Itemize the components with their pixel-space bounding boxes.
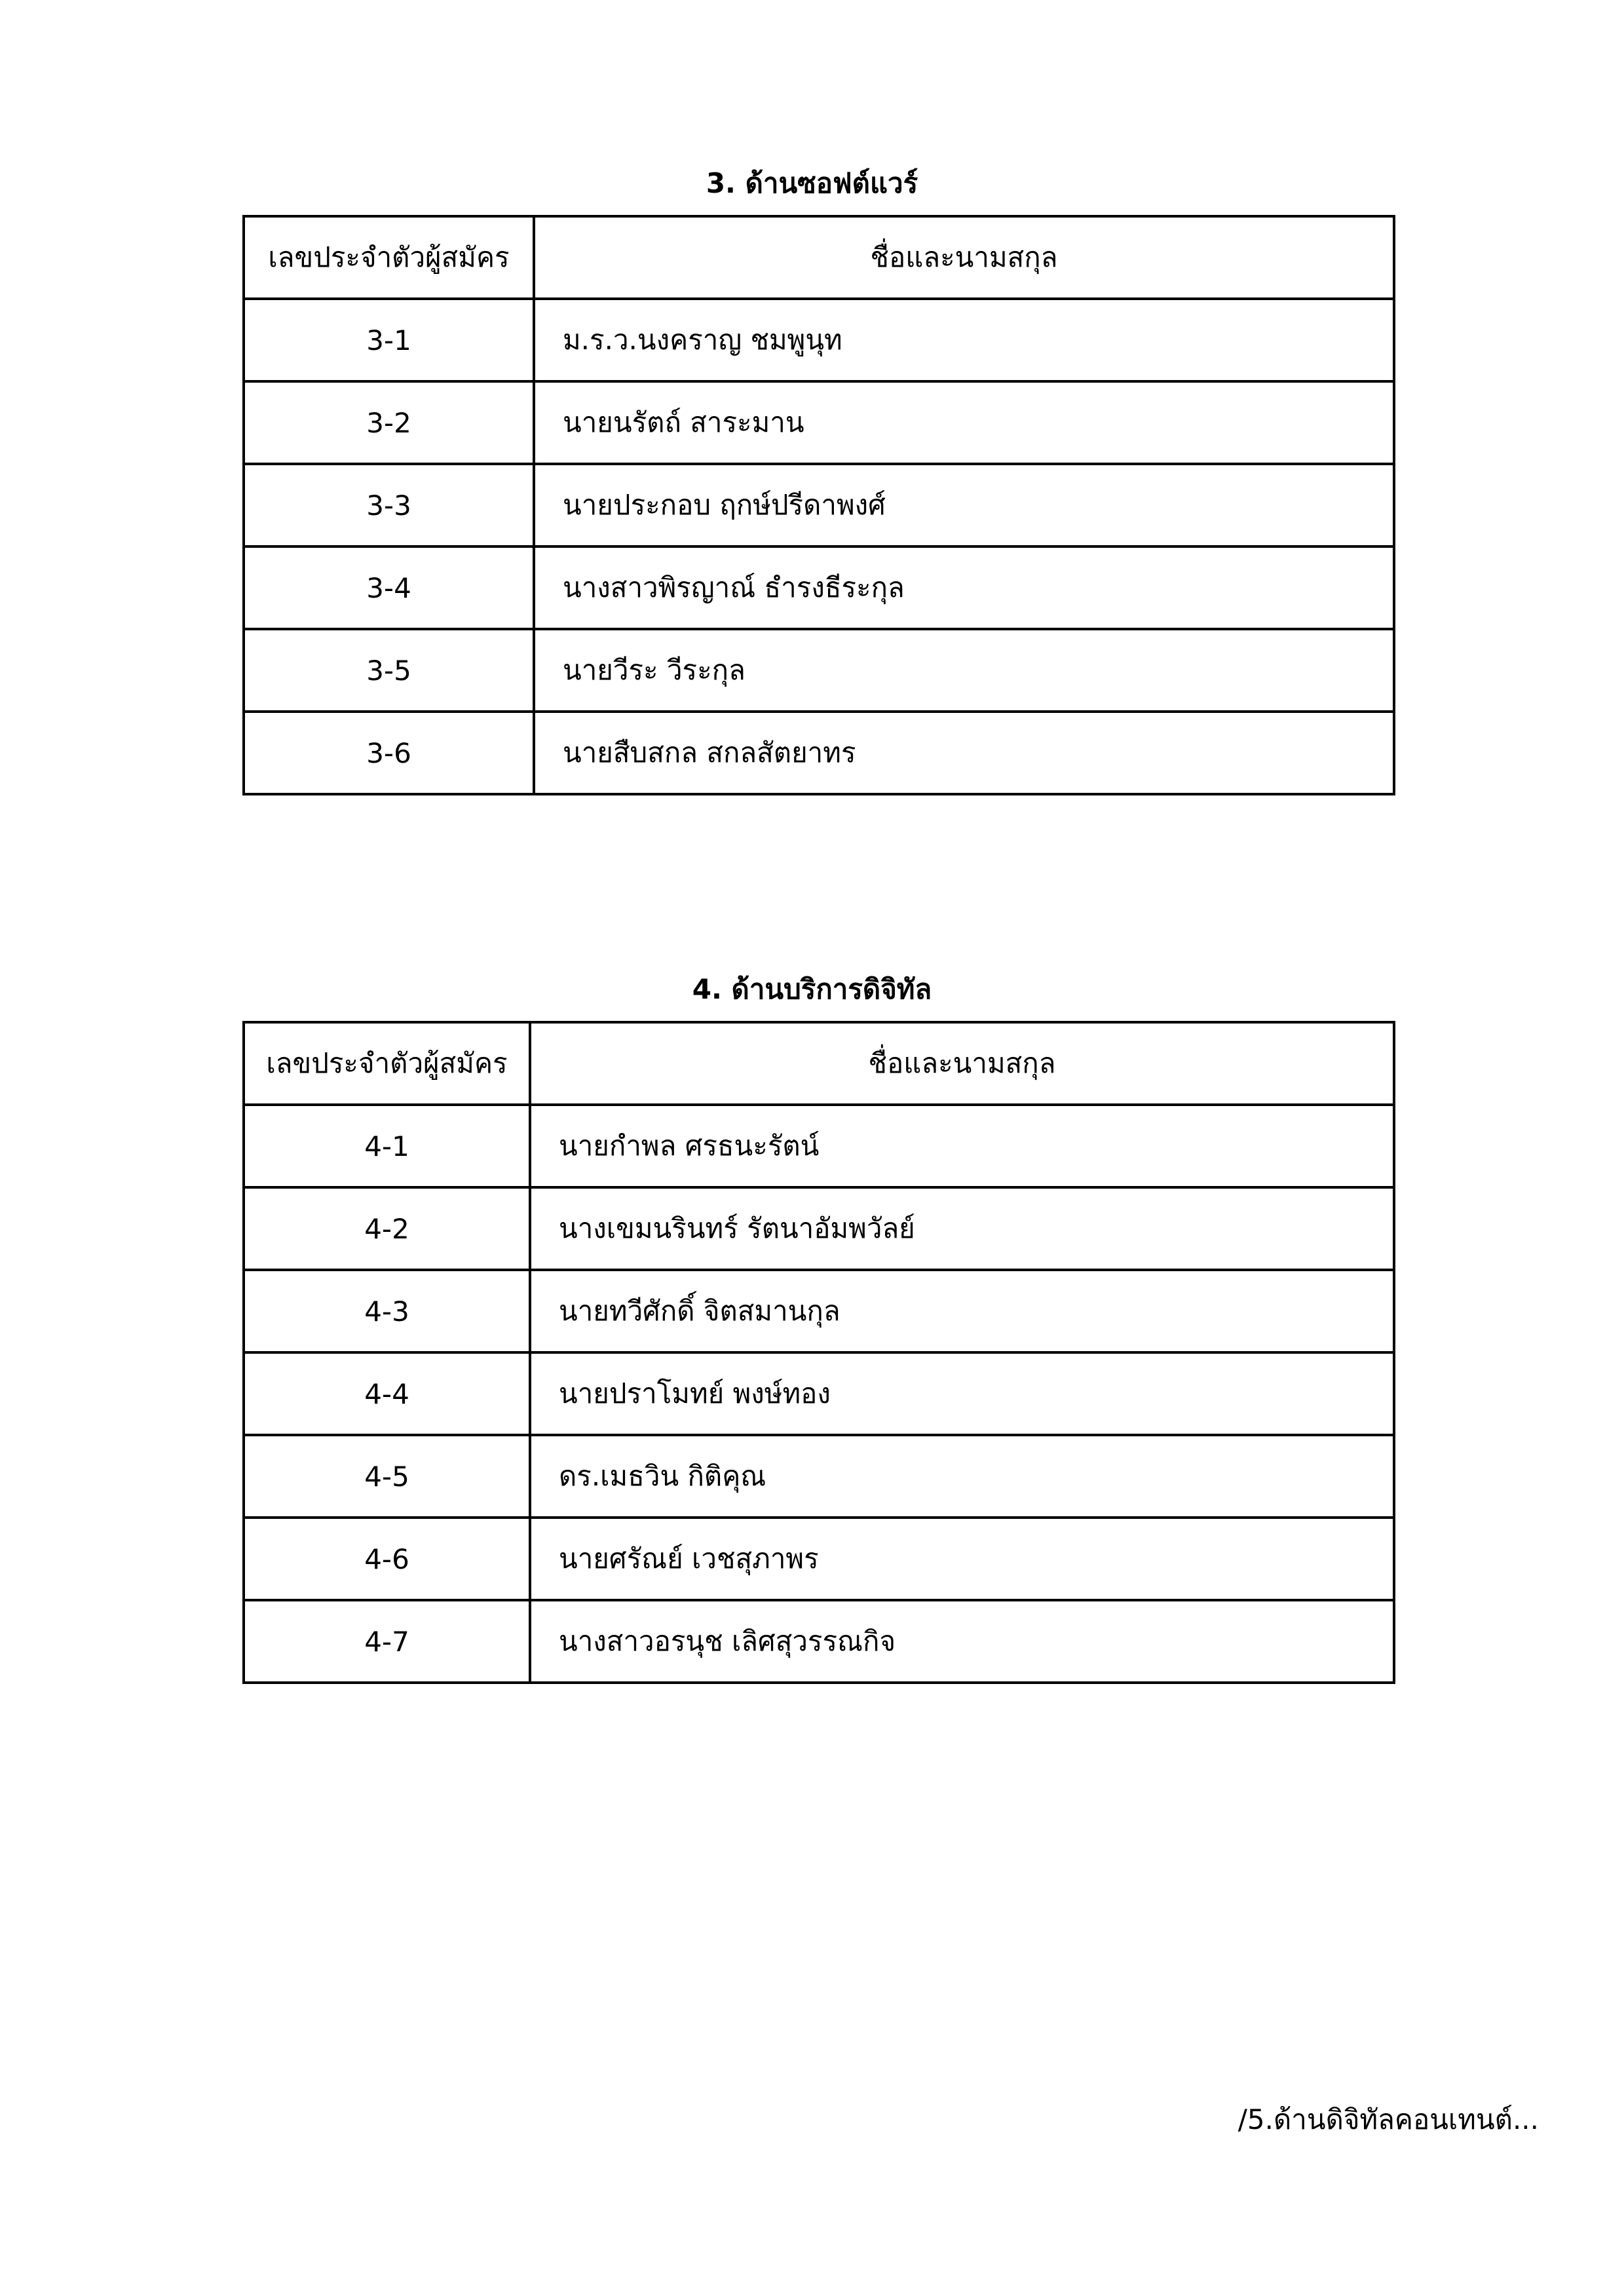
applicant-name-cell: นางสาวพิรญาณ์ ธำรงธีระกุล bbox=[534, 546, 1394, 629]
applicant-name-cell: ดร.เมธวิน กิติคุณ bbox=[530, 1435, 1394, 1518]
applicant-name-cell: นายนรัตถ์ สาระมาน bbox=[534, 381, 1394, 464]
applicant-table-digital-services bbox=[242, 1021, 1395, 1684]
continuation-note: /5.ด้านดิจิทัลคอนเทนต์... bbox=[1237, 2103, 1539, 2135]
table-row bbox=[244, 1518, 1394, 1600]
table-row bbox=[244, 1352, 1394, 1435]
applicant-name-cell: นายปราโมทย์ พงษ์ทอง bbox=[530, 1352, 1394, 1435]
table-row bbox=[244, 712, 1394, 794]
applicant-id-header: เลขประจำตัวผู้สมัคร bbox=[244, 1022, 530, 1105]
applicant-id-cell: 3-1 bbox=[244, 299, 534, 381]
applicant-id-header: เลขประจำตัวผู้สมัคร bbox=[244, 216, 534, 299]
table-row bbox=[244, 1187, 1394, 1270]
applicant-name-cell: นายทวีศักดิ์ จิตสมานกุล bbox=[530, 1270, 1394, 1352]
table-row bbox=[244, 1105, 1394, 1187]
applicant-id-cell: 4-2 bbox=[244, 1187, 530, 1270]
table-header-row bbox=[244, 216, 1394, 299]
applicant-name-cell: นายประกอบ ฤกษ์ปรีดาพงศ์ bbox=[534, 464, 1394, 546]
section-title-software: 3. ด้านซอฟต์แวร์ bbox=[706, 167, 918, 199]
table-row bbox=[244, 381, 1394, 464]
applicant-id-cell: 4-4 bbox=[244, 1352, 530, 1435]
full-name-header: ชื่อและนามสกุล bbox=[530, 1022, 1394, 1105]
table-row bbox=[244, 1600, 1394, 1683]
table-header-row bbox=[244, 1022, 1394, 1105]
table-row bbox=[244, 1270, 1394, 1352]
applicant-name-cell: นายกำพล ศรธนะรัตน์ bbox=[530, 1105, 1394, 1187]
table-row bbox=[244, 629, 1394, 712]
applicant-id-cell: 4-5 bbox=[244, 1435, 530, 1518]
applicant-id-cell: 3-3 bbox=[244, 464, 534, 546]
applicant-name-cell: นางสาวอรนุช เลิศสุวรรณกิจ bbox=[530, 1600, 1394, 1683]
applicant-id-cell: 4-6 bbox=[244, 1518, 530, 1600]
full-name-header: ชื่อและนามสกุล bbox=[534, 216, 1394, 299]
table-row bbox=[244, 299, 1394, 381]
applicant-name-cell: นายสืบสกล สกลสัตยาทร bbox=[534, 712, 1394, 794]
applicant-name-cell: ม.ร.ว.นงคราญ ชมพูนุท bbox=[534, 299, 1394, 381]
section-title-digital-services: 4. ด้านบริการดิจิทัล bbox=[692, 973, 932, 1005]
applicant-id-cell: 3-4 bbox=[244, 546, 534, 629]
applicant-id-cell: 3-5 bbox=[244, 629, 534, 712]
table-row bbox=[244, 1435, 1394, 1518]
applicant-name-cell: นายวีระ วีระกุล bbox=[534, 629, 1394, 712]
applicant-id-cell: 4-7 bbox=[244, 1600, 530, 1683]
applicant-id-cell: 3-6 bbox=[244, 712, 534, 794]
applicant-id-cell: 4-3 bbox=[244, 1270, 530, 1352]
table-row bbox=[244, 464, 1394, 546]
applicant-name-cell: นายศรัณย์ เวชสุภาพร bbox=[530, 1518, 1394, 1600]
applicant-name-cell: นางเขมนรินทร์ รัตนาอัมพวัลย์ bbox=[530, 1187, 1394, 1270]
applicant-table-software bbox=[242, 215, 1395, 795]
applicant-id-cell: 3-2 bbox=[244, 381, 534, 464]
applicant-id-cell: 4-1 bbox=[244, 1105, 530, 1187]
table-row bbox=[244, 546, 1394, 629]
